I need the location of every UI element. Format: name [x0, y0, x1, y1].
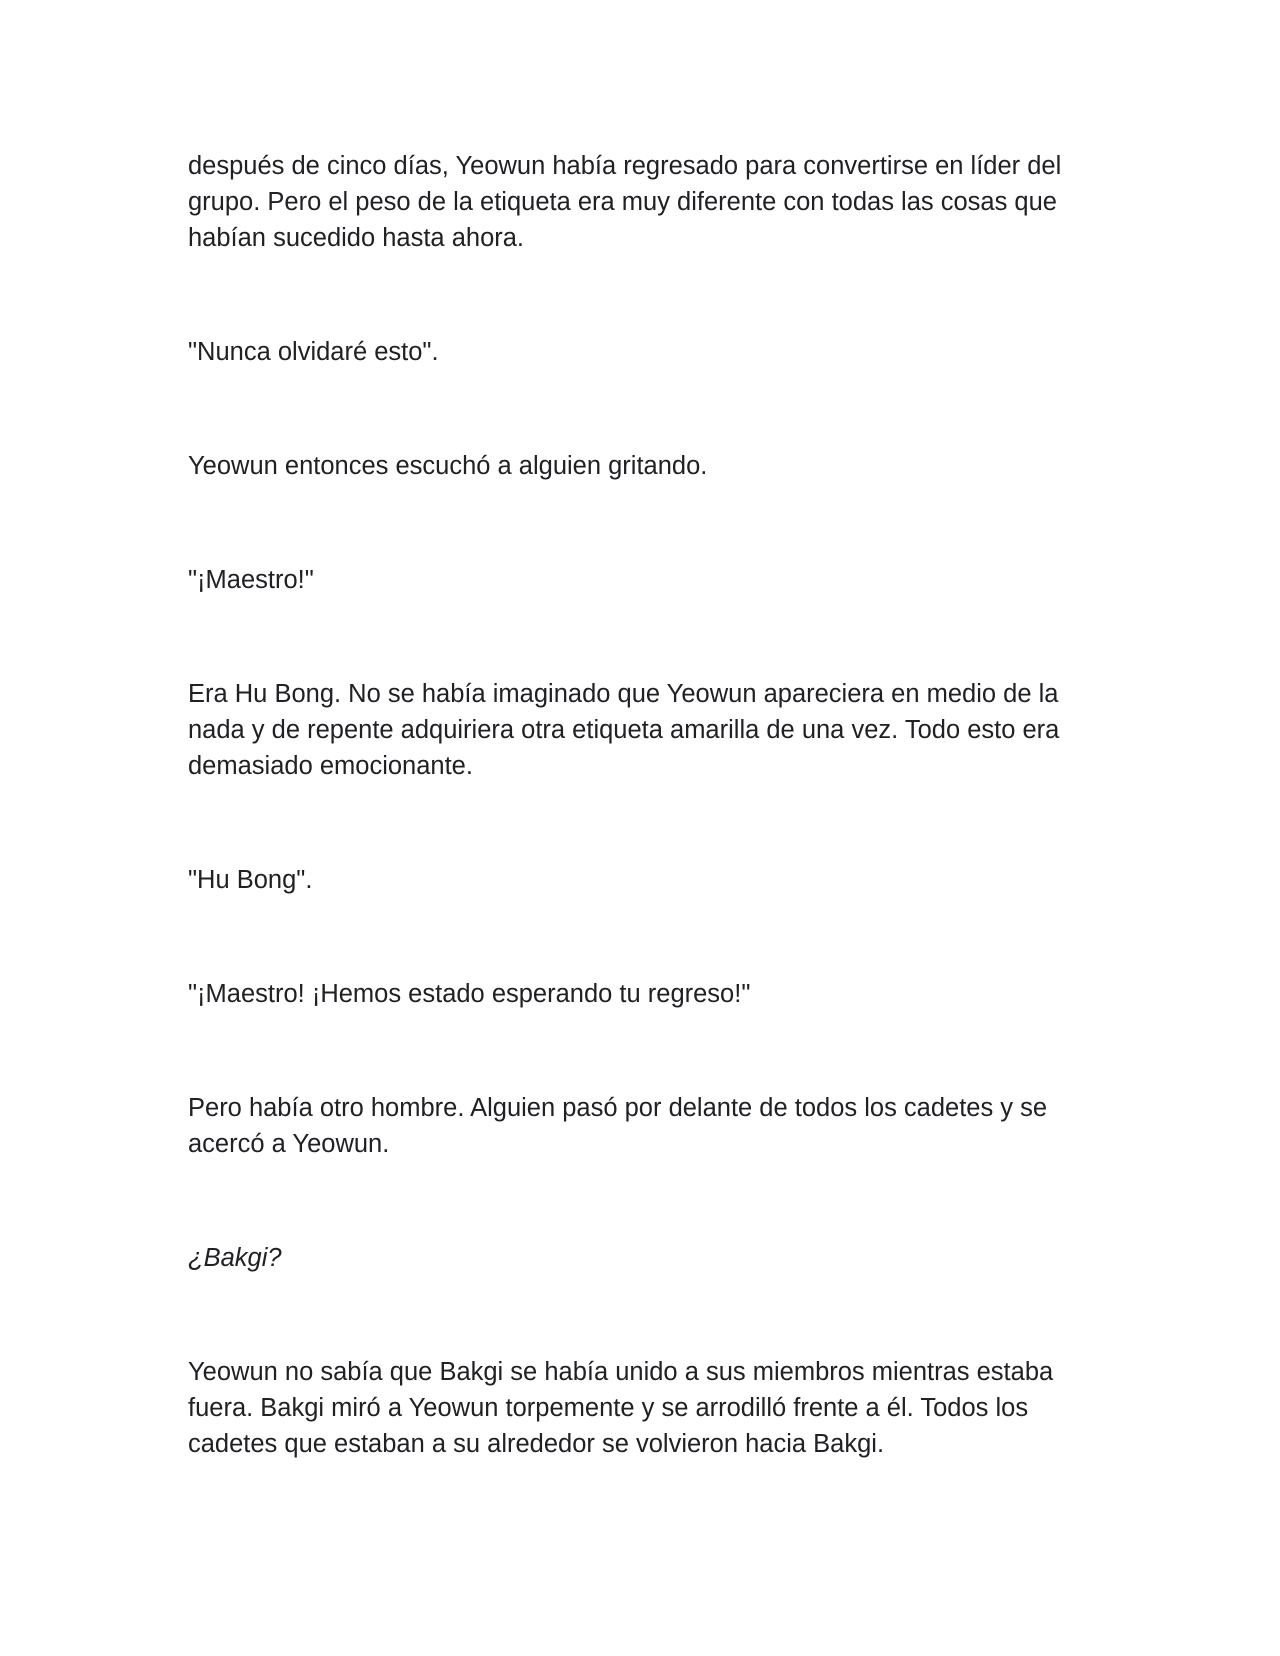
paragraph-8: Pero había otro hombre. Alguien pasó por delante de todos los cadetes y se acercó a Yeowun.: [188, 1094, 1048, 1158]
paragraph-1: después de cinco días, Yeowun había regresado para convertirse en líder del grupo. Pero el peso de la etiqueta era muy diferente con todas las cosas que habían sucedido hasta ahora.: [188, 152, 1062, 252]
document-body: [188, 148, 1098, 1540]
paragraph-4: "¡Maestro!": [188, 566, 314, 594]
paragraph-7: "¡Maestro! ¡Hemos estado esperando tu regreso!": [188, 980, 751, 1008]
paragraph-5: Era Hu Bong. No se había imaginado que Yeowun apareciera en medio de la nada y de repente adquiriera otra etiqueta amarilla de una vez. Todo esto era demasiado emocionante.: [188, 680, 1060, 780]
paragraph-10: Yeowun no sabía que Bakgi se había unido a sus miembros mientras estaba fuera. Bakgi miró a Yeowun torpemente y se arrodilló frente a él. Todos los cadetes que estaban a su alrededor se volvieron hacia Bakgi.: [188, 1358, 1054, 1458]
paragraph-6: "Hu Bong".: [188, 866, 313, 894]
paragraph-3: Yeowun entonces escuchó a alguien gritando.: [188, 452, 708, 480]
paragraph-9: ¿Bakgi?: [188, 1244, 282, 1272]
paragraph-2: "Nunca olvidaré esto".: [188, 338, 439, 366]
